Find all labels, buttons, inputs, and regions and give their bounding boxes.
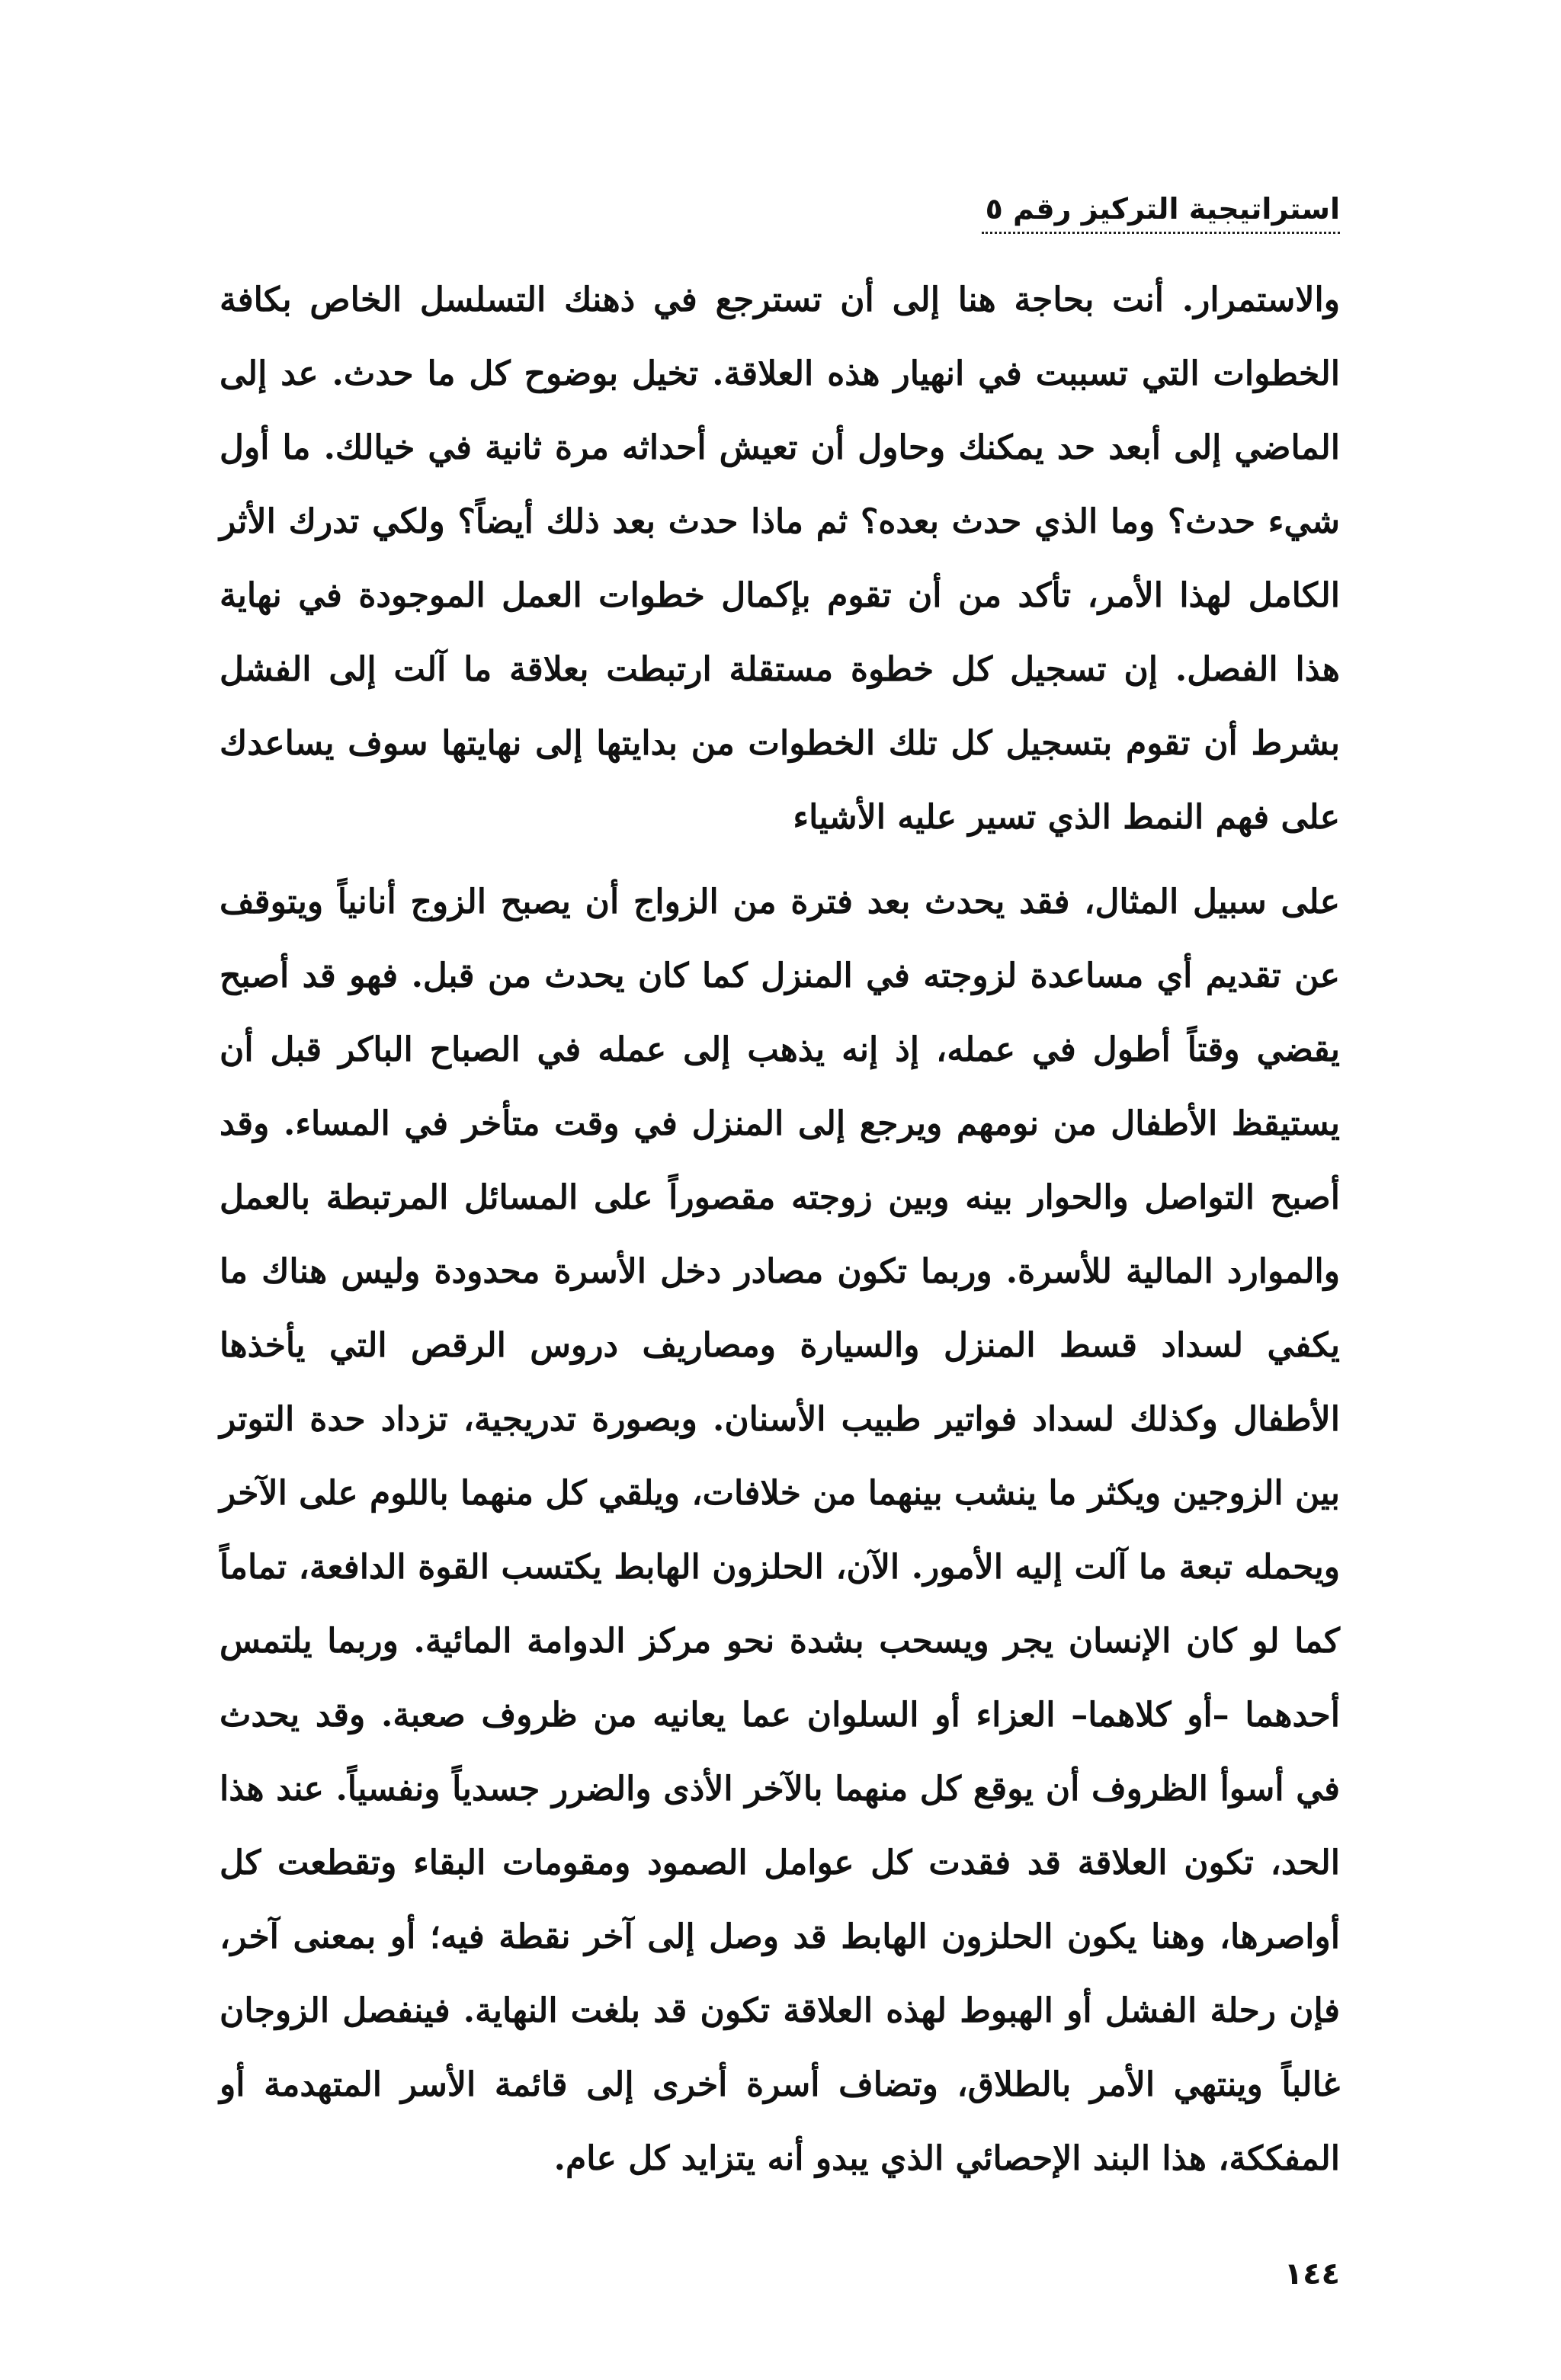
- paragraph: والاستمرار. أنت بحاجة هنا إلى أن تسترجع في ذهنك التسلسل الخاص بكافة الخطوات التي تسببت في انهيار هذه العلاقة. تخيل بوضوح كل ما حدث. عد إلى الماضي إلى أبعد حد يمكنك وحاول أن تعيش أحداثه مرة ثانية في خيالك. ما أول شيء حدث؟ وما الذي حدث بعده؟ ثم ماذا حدث بعد ذلك أيضاً؟ ولكي تدرك الأثر الكامل لهذا الأمر، تأكد من أن تقوم بإكمال خطوات العمل الموجودة في نهاية هذا الفصل. إن تسجيل كل خطوة مستقلة ارتبطت بعلاقة ما آلت إلى الفشل بشرط أن تقوم بتسجيل كل تلك الخطوات من بدايتها إلى نهايتها سوف يساعدك على فهم النمط الذي تسير عليه الأشياء: [220, 280, 1340, 837]
- body-text: [220, 263, 1340, 2196]
- paragraph: على سبيل المثال، فقد يحدث بعد فترة من الزواج أن يصبح الزوج أنانياً ويتوقف عن تقديم أي مساعدة لزوجته في المنزل كما كان يحدث من قبل. فهو قد أصبح يقضي وقتاً أطول في عمله، إذ إنه يذهب إلى عمله في الصباح الباكر قبل أن يستيقظ الأطفال من نومهم ويرجع إلى المنزل في وقت متأخر في المساء. وقد أصبح التواصل والحوار بينه وبين زوجته مقصوراً على المسائل المرتبطة بالعمل والموارد المالية للأسرة. وربما تكون مصادر دخل الأسرة محدودة وليس هناك ما يكفي لسداد قسط المنزل والسيارة ومصاريف دروس الرقص التي يأخذها الأطفال وكذلك لسداد فواتير طبيب الأسنان. وبصورة تدريجية، تزداد حدة التوتر بين الزوجين ويكثر ما ينشب بينهما من خلافات، ويلقي كل منهما باللوم على الآخر ويحمله تبعة ما آلت إليه الأمور. الآن، الحلزون الهابط يكتسب القوة الدافعة، تماماً كما لو كان الإنسان يجر ويسحب بشدة نحو مركز الدوامة المائية. وربما يلتمس أحدهما –أو كلاهما– العزاء أو السلوان عما يعانيه من ظروف صعبة. وقد يحدث في أسوأ الظروف أن يوقع كل منهما بالآخر الأذى والضرر جسدياً ونفسياً. عند هذا الحد، تكون العلاقة قد فقدت كل عوامل الصمود ومقومات البقاء وتقطعت كل أواصرها، وهنا يكون الحلزون الهابط قد وصل إلى آخر نقطة فيه؛ أو بمعنى آخر، فإن رحلة الفشل أو الهبوط لهذه العلاقة تكون قد بلغت النهاية. فينفصل الزوجان غالباً وينتهي الأمر بالطلاق، وتضاف أسرة أخرى إلى قائمة الأسر المتهدمة أو المفككة، هذا البند الإحصائي الذي يبدو أنه يتزايد كل عام.: [220, 882, 1340, 2178]
- header-rule: [982, 232, 1340, 234]
- running-head: استراتيجية التركيز رقم ٥: [985, 192, 1340, 226]
- page-number: ١٤٤: [1284, 2257, 1340, 2292]
